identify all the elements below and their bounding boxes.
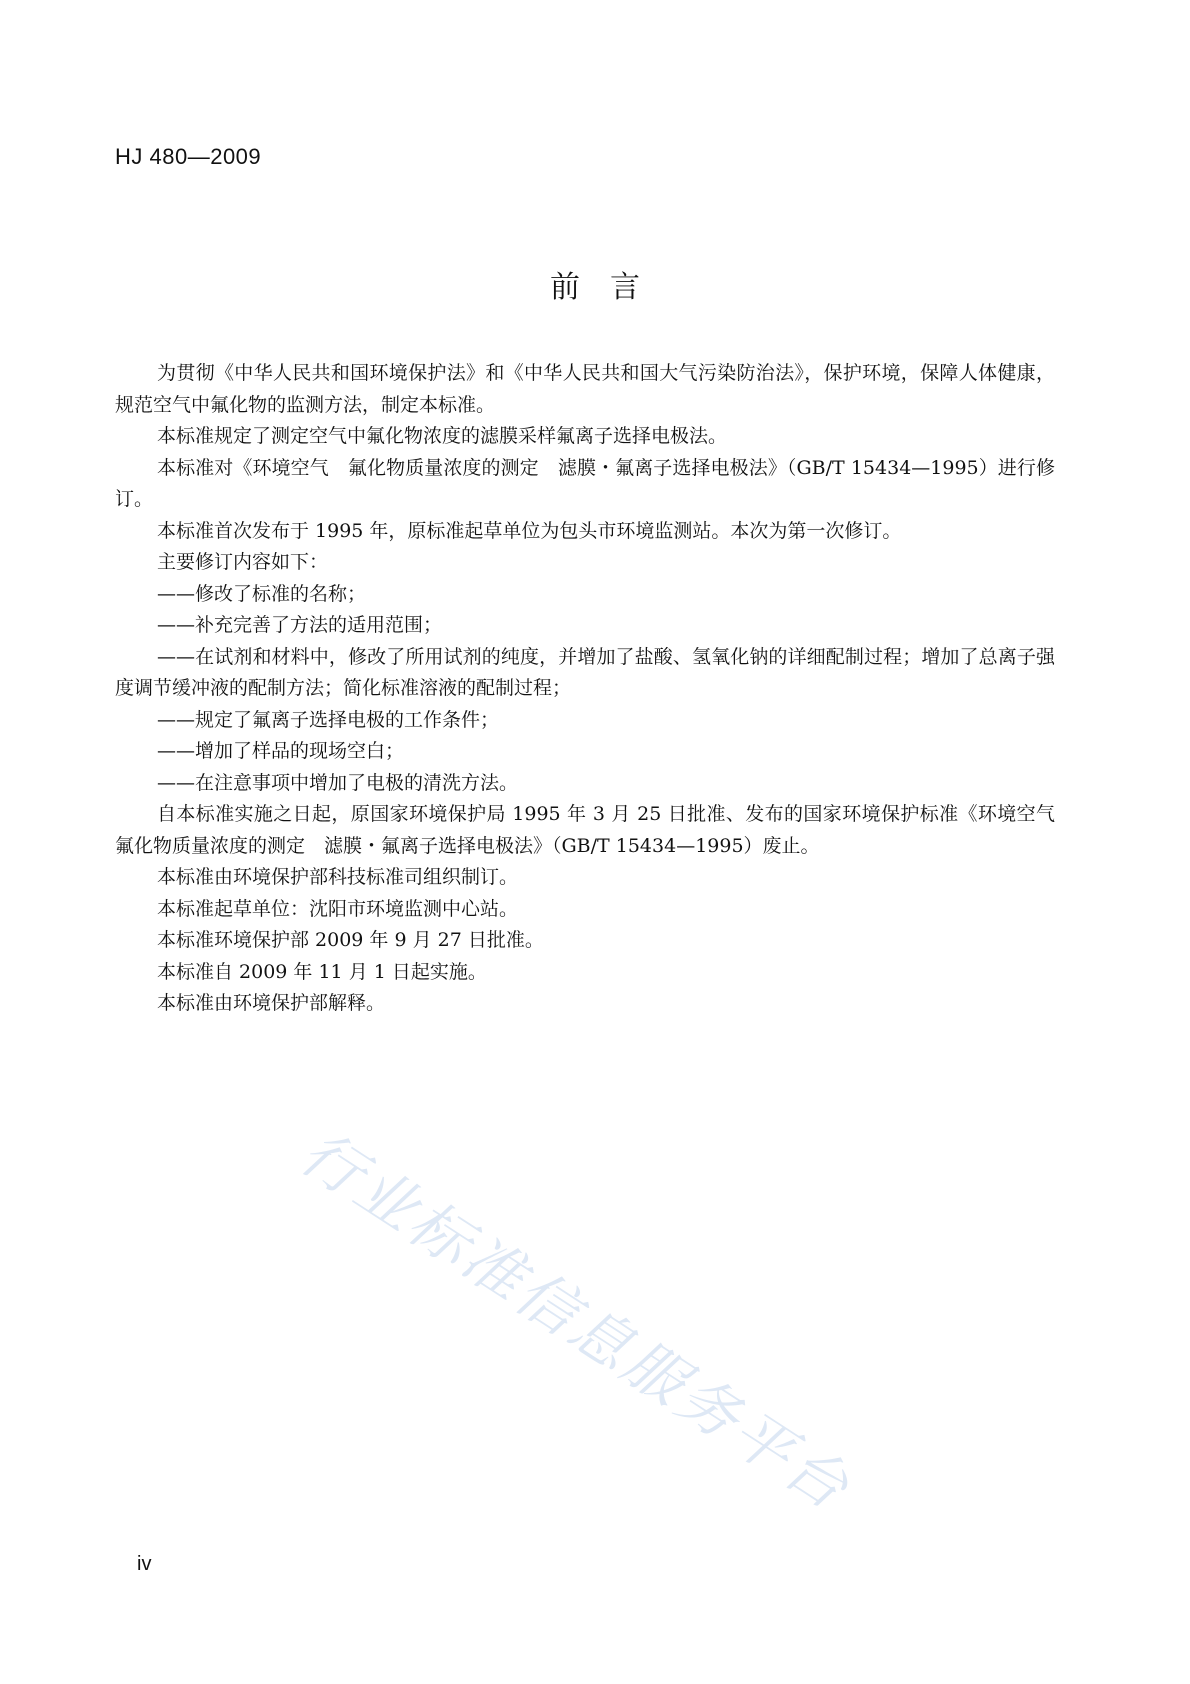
list-item: ——在注意事项中增加了电极的清洗方法。 xyxy=(157,771,519,794)
page-title: 前言 xyxy=(550,270,670,305)
paragraph: 本标准首次发布于 1995 年，原标准起草单位为包头市环境监测站。本次为第一次修订。 xyxy=(157,519,902,542)
paragraph: 本标准由环境保护部科技标准司组织制订。 xyxy=(157,866,519,888)
list-item: ——补充完善了方法的适用范围； xyxy=(157,614,443,636)
paragraph: 本标准环境保护部 2009 年 9 月 27 日批准。 xyxy=(157,929,544,951)
document-code: HJ 480—2009 xyxy=(115,144,262,169)
list-item: ——在试剂和材料中，修改了所用试剂的纯度，并增加了盐酸、氢氧化钠的详细配制过程；增加了总离子强度调节缓冲液的配制方法；简化标准溶液的配制过程； xyxy=(115,645,1055,699)
paragraph: 本标准自 2009 年 11 月 1 日起实施。 xyxy=(157,960,487,983)
paragraph: 本标准由环境保护部解释。 xyxy=(157,992,386,1014)
paragraph: 为贯彻《中华人民共和国环境保护法》和《中华人民共和国大气污染防治法》，保护环境，保障人体健康，规范空气中氟化物的监测方法，制定本标准。 xyxy=(115,362,1055,416)
foreword-body xyxy=(115,358,1075,1020)
paragraph: 本标准规定了测定空气中氟化物浓度的滤膜采样氟离子选择电极法。 xyxy=(157,425,728,447)
paragraph: 本标准对《环境空气 氟化物质量浓度的测定 滤膜・氟离子选择电极法》（GB/T 15434—1995）进行修订。 xyxy=(115,456,1055,510)
watermark: 行业标准信息服务平台 xyxy=(288,1117,864,1526)
page-number: iv xyxy=(137,1553,152,1575)
list-item: ——规定了氟离子选择电极的工作条件； xyxy=(157,708,500,731)
paragraph: 自本标准实施之日起，原国家环境保护局 1995 年 3 月 25 日批准、发布的国家环境保护标准《环境空气 氟化物质量浓度的测定 滤膜・氟离子选择电极法》（GB/T 15434—1995）废止。 xyxy=(115,803,1075,857)
paragraph: 主要修订内容如下： xyxy=(157,551,329,573)
list-item: ——增加了样品的现场空白； xyxy=(157,740,405,762)
list-item: ——修改了标准的名称； xyxy=(157,582,367,605)
paragraph: 本标准起草单位：沈阳市环境监测中心站。 xyxy=(157,897,519,920)
